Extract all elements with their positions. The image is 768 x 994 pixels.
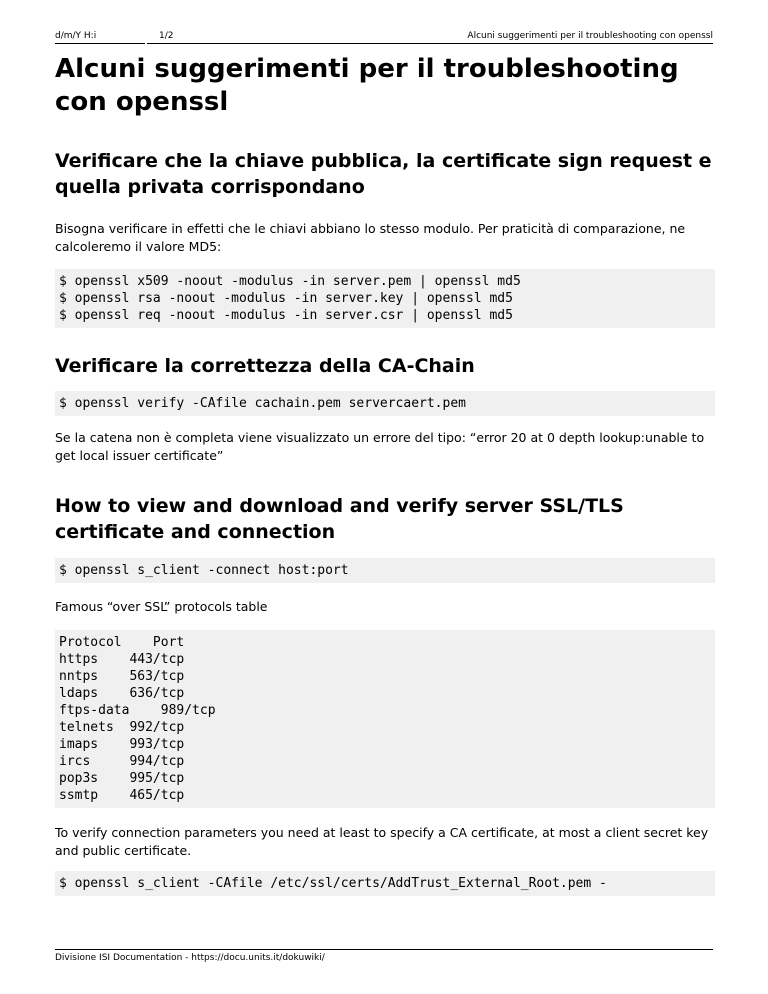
section-paragraph-key-match: Bisogna verificare in effetti che le chiavi abbiano lo stesso modulo. Per praticità di comparazione, ne calcoleremo il valore MD5: (55, 221, 686, 254)
section-heading-key-match: Verificare che la chiave pubblica, la certificate sign request e quella privata corrispondano (55, 150, 712, 198)
code-block-modulus: $ openssl x509 -noout -modulus -in server.pem | openssl md5 $ openssl rsa -noout -modulus -in server.key | openssl md5 $ openssl req -noout -modulus -in server.csr | openssl md5 (55, 269, 715, 328)
section-heading-ca-chain: Verificare la correttezza della CA-Chain (55, 355, 475, 377)
header-date: d/m/Y H:i (55, 30, 145, 44)
section-paragraph-connection: To verify connection parameters you need at least to specify a CA certificate, at most a client secret key and public certificate. (55, 825, 709, 858)
section-heading-ssl-tls: How to view and download and verify server SSL/TLS certificate and connection (55, 495, 624, 543)
header-page-number: 1/2 (159, 31, 174, 41)
section-paragraph-ca-chain: Se la catena non è completa viene visualizzato un errore del tipo: “error 20 at 0 depth lookup:unable to get local issuer certificate” (55, 430, 705, 463)
section-paragraph-protocols: Famous “over SSL” protocols table (55, 599, 268, 614)
page-header (55, 30, 713, 44)
code-block-verify: $ openssl verify -CAfile cachain.pem servercaert.pem (55, 391, 715, 416)
page-footer: Divisione ISI Documentation - https://docu.units.it/dokuwiki/ (55, 949, 713, 963)
code-block-protocols-table: Protocol Port https 443/tcp nntps 563/tcp ldaps 636/tcp ftps-data 989/tcp telnets 992/tcp imaps 993/tcp ircs 994/tcp pop3s 995/tcp ssmtp 465/tcp (55, 630, 715, 808)
header-title: Alcuni suggerimenti per il troubleshooting con openssl (467, 31, 713, 41)
code-block-s-client-cafile: $ openssl s_client -CAfile /etc/ssl/certs/AddTrust_External_Root.pem - (55, 871, 715, 896)
page-title: Alcuni suggerimenti per il troubleshooting con openssl (55, 54, 679, 117)
header-right (147, 30, 713, 44)
document-body (55, 53, 715, 896)
code-block-s-client: $ openssl s_client -connect host:port (55, 558, 715, 583)
